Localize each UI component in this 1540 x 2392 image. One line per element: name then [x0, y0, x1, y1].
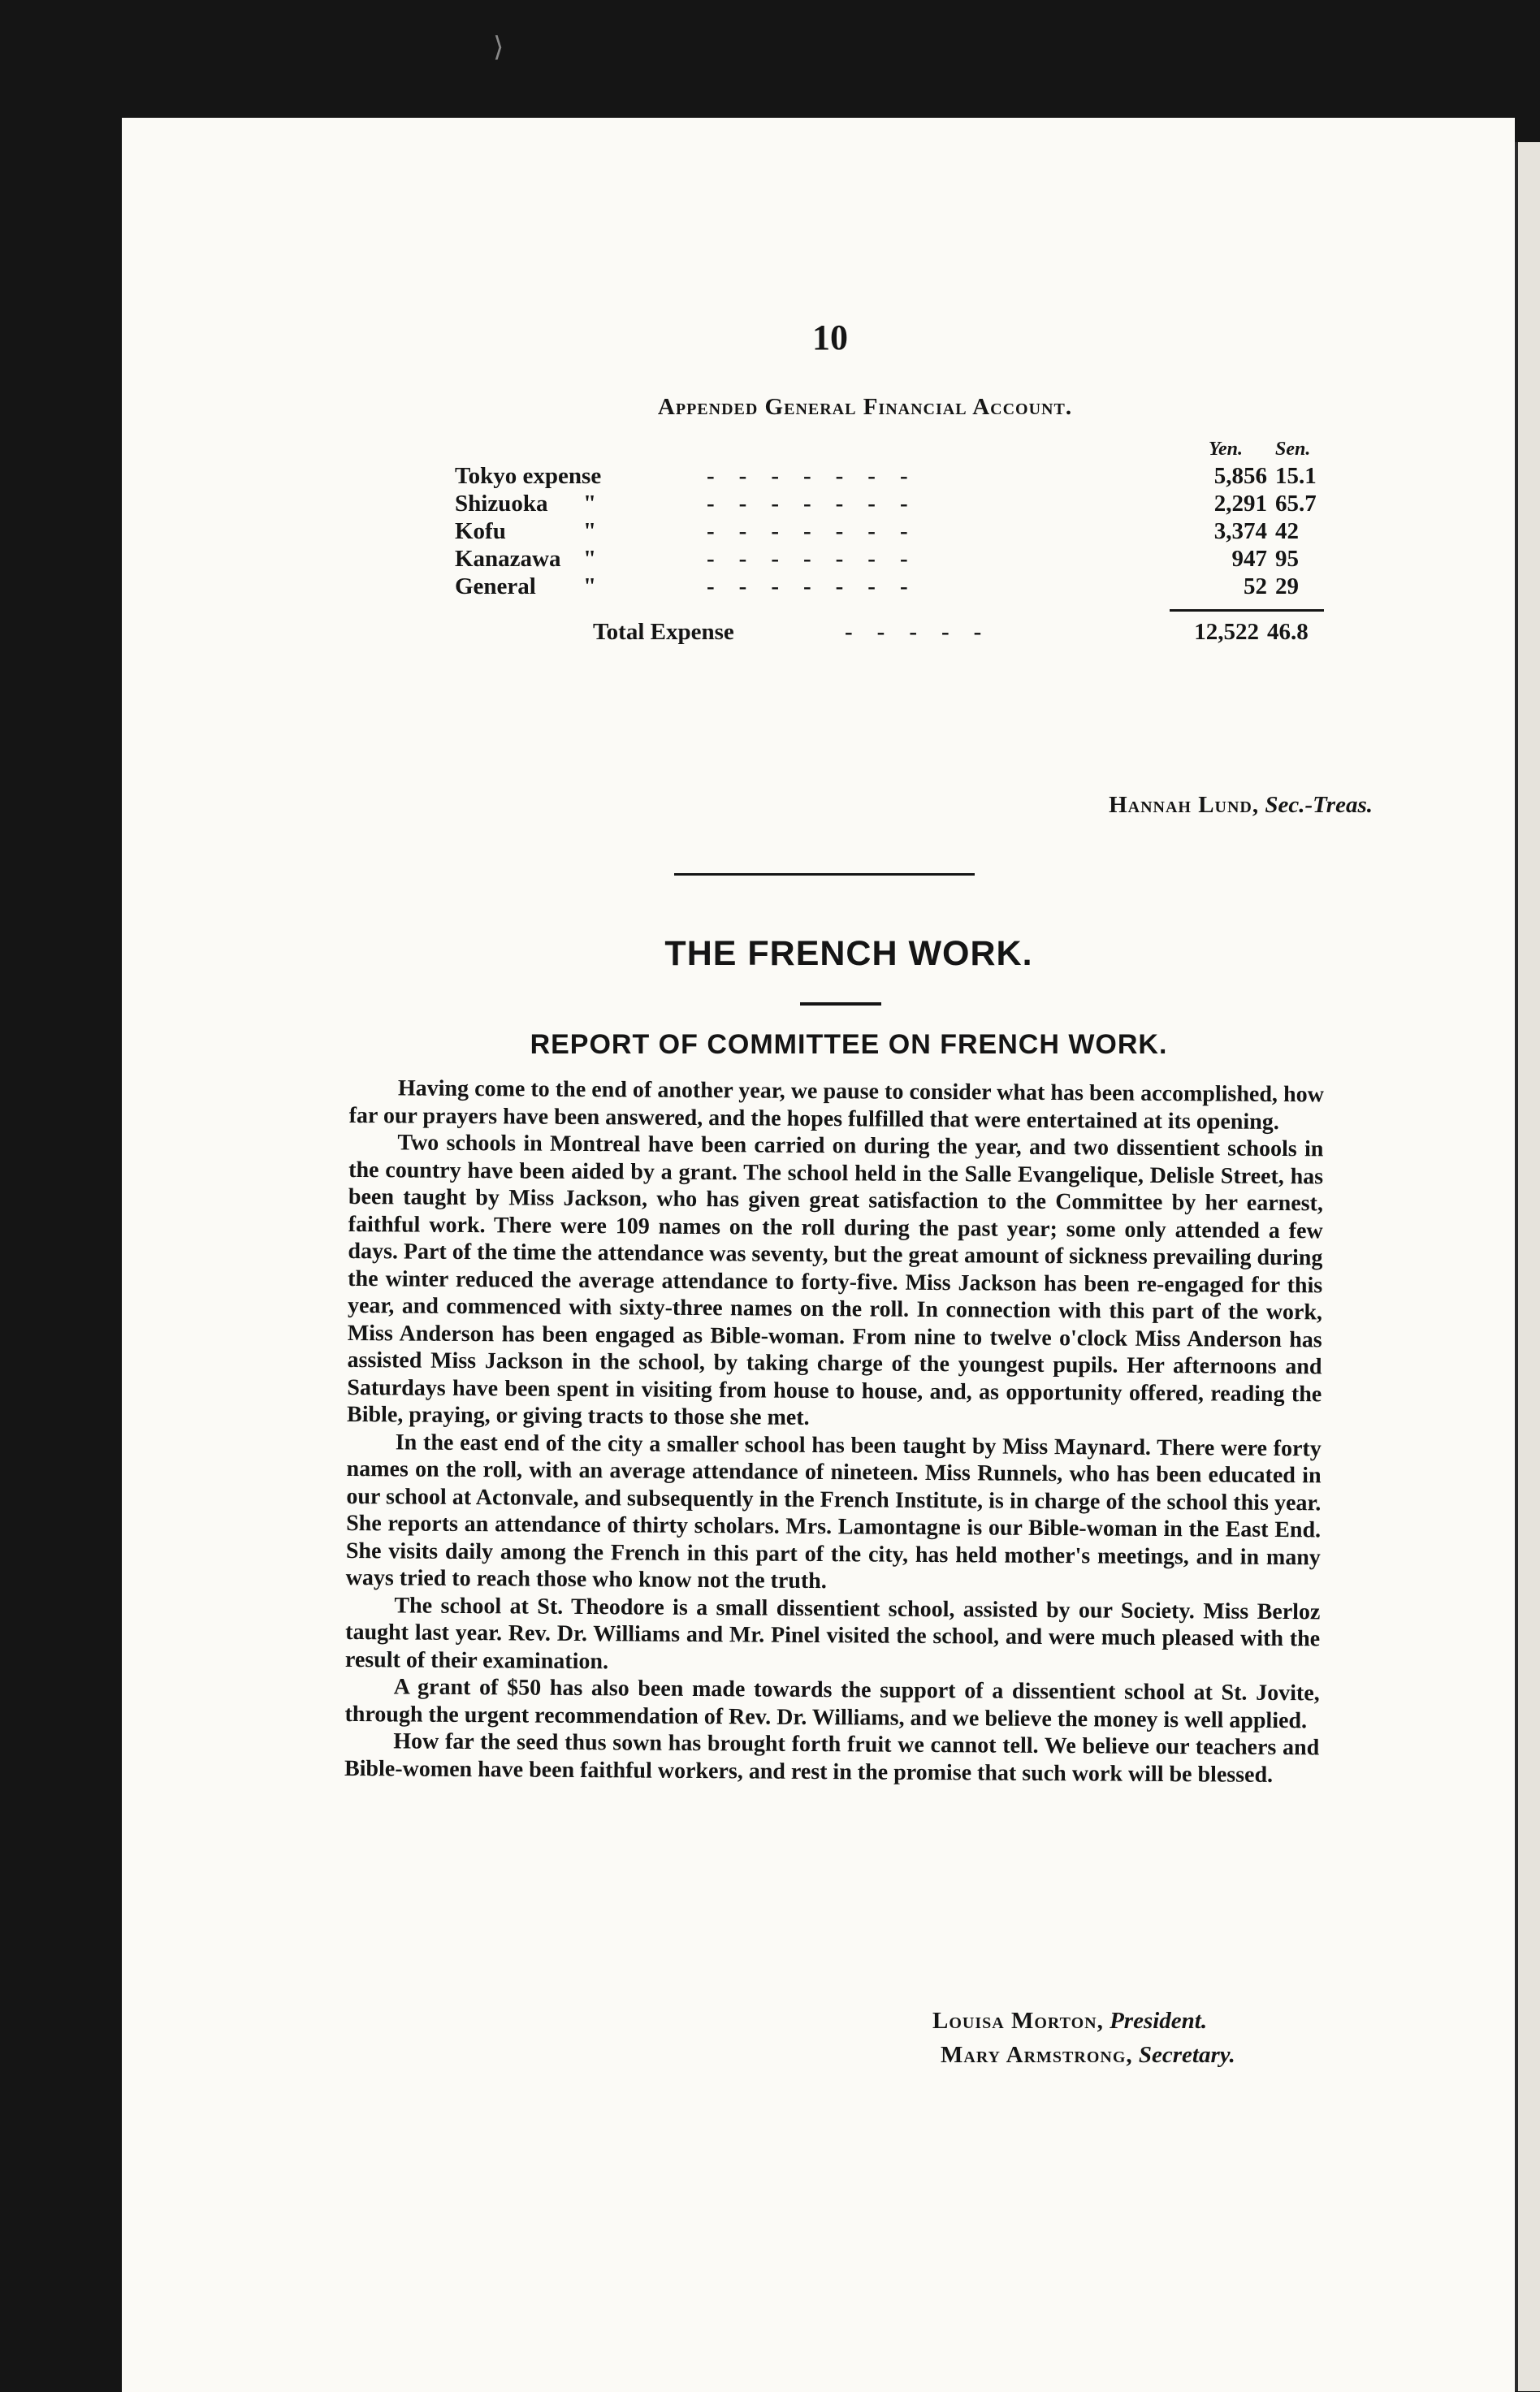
document-page [122, 118, 1515, 2392]
account-yen: 3,374 [1213, 518, 1267, 544]
paragraph: How far the seed thus sown has brought forth fruit we cannot tell. We believe our teachers and Bible-women have been faithful workers, and rest in the promise that such work will be blessed. [344, 1728, 1320, 1788]
leader-dots: ------- [707, 491, 932, 517]
committee-signatures [893, 2008, 1405, 2076]
ditto-mark: " [583, 491, 597, 517]
account-row [455, 546, 1389, 573]
account-yen: 5,856 [1213, 463, 1267, 489]
account-row [455, 518, 1389, 546]
paragraph: Two schools in Montreal have been carried on during the year, and two dissentient schools in the country have been aided by a grant. The school held in the Salle Evangelique, Delisle Street, has been taught by Miss Jackson, who has given great satisfaction to the Committee by her earnest, faithful work. There were 109 names on the roll during the past year; some only attended a few days. Part of the time the attendance was seventy, but the great amount of sickness prevailing during the winter reduced the average attendance to forty-five. Miss Jackson has been re-engaged for this year, and commenced with sixty-three names on the roll. In connection with this part of the work, Miss Anderson has been engaged as Bible-woman. From nine to twelve o'clock Miss Anderson has assisted Miss Jackson in the school, by taking charge of the youngest pupils. Her afternoons and Saturdays have been spent in visiting from house to house, and, as opportunity offered, reading the Bible, praying, or giving tracts to those she met. [346, 1130, 1324, 1430]
account-sen: 65.7 [1275, 491, 1317, 517]
financial-account-heading: Appended General Financial Account. [657, 394, 1073, 420]
account-label: Kanazawa [455, 546, 561, 572]
account-yen: 947 [1231, 546, 1267, 572]
leader-dots: ----- [845, 619, 1006, 645]
total-label: Total Expense [593, 619, 734, 645]
scan-artifact-mark: ⟩ [493, 31, 504, 63]
paragraph: A grant of $50 has also been made towards the support of a dissentient school at St. Jovite, through the urgent recommendation of Rev. Dr. Williams, and we believe the money is well applied. [344, 1674, 1320, 1733]
signature-role: President. [1110, 2008, 1208, 2034]
paragraph: Having come to the end of another year, we pause to consider what has been accomplished, how far our prayers have been answered, and the hopes fulfilled that were entertained at its opening. [348, 1075, 1324, 1135]
ditto-mark: " [583, 546, 597, 572]
total-sen: 46.8 [1267, 619, 1309, 645]
currency-units [1178, 439, 1332, 461]
account-sen: 29 [1275, 573, 1299, 599]
account-row [455, 573, 1389, 601]
account-label: Tokyo expense [455, 463, 602, 489]
signature-name: Mary Armstrong, [941, 2042, 1133, 2068]
signature-line [932, 2008, 1405, 2035]
account-label: General [455, 573, 536, 599]
account-row [455, 463, 1389, 491]
report-body [344, 1075, 1324, 1789]
account-label: Kofu [455, 518, 506, 544]
leader-dots: ------- [707, 518, 932, 544]
total-rule [1170, 609, 1324, 612]
signature-line [941, 2042, 1405, 2069]
signature-role: Secretary. [1138, 2042, 1235, 2068]
section-divider [674, 873, 975, 876]
account-sen: 95 [1275, 546, 1299, 572]
leader-dots: ------- [707, 463, 932, 489]
treasurer-role: Sec.-Treas. [1265, 792, 1373, 818]
unit-sen: Sen. [1275, 439, 1311, 460]
account-row [455, 491, 1389, 518]
account-label: Shizuoka [455, 491, 548, 517]
adjacent-page-edge [1515, 142, 1540, 2391]
account-yen: 52 [1244, 573, 1267, 599]
leader-dots: ------- [707, 573, 932, 599]
account-yen: 2,291 [1213, 491, 1267, 517]
account-sen: 15.1 [1275, 463, 1317, 489]
report-title: REPORT OF COMMITTEE ON FRENCH WORK. [530, 1029, 1168, 1060]
title-underline [800, 1002, 881, 1006]
treasurer-name: Hannah Lund, [1109, 792, 1260, 818]
section-title: THE FRENCH WORK. [664, 934, 1033, 973]
total-yen: 12,522 [1194, 619, 1259, 645]
paragraph: The school at St. Theodore is a small dissentient school, assisted by our Society. Miss Berloz taught last year. Rev. Dr. Williams and Mr. Pinel visited the school, and were much pleased with the result of their examination. [344, 1592, 1321, 1674]
leader-dots: ------- [707, 546, 932, 572]
signature-name: Louisa Morton, [932, 2008, 1104, 2034]
page-number: 10 [812, 318, 848, 357]
ditto-mark: " [583, 573, 597, 599]
ditto-mark: " [583, 518, 597, 544]
account-sen: 42 [1275, 518, 1299, 544]
unit-yen: Yen. [1209, 439, 1243, 460]
treasurer-signature [902, 792, 1373, 819]
paragraph: In the east end of the city a smaller school has been taught by Miss Maynard. There were forty names on the roll, with an average attendance of nineteen. Miss Runnels, who has been educated in our school at Actonvale, and subsequently in the French Institute, is in charge of the school this year. She reports an attendance of thirty scholars. Mrs. Lamontagne is our Bible-woman in the East End. She visits daily among the French in this part of the city, has held mother's meetings, and in many ways tried to reach those who know not the truth. [345, 1429, 1322, 1594]
